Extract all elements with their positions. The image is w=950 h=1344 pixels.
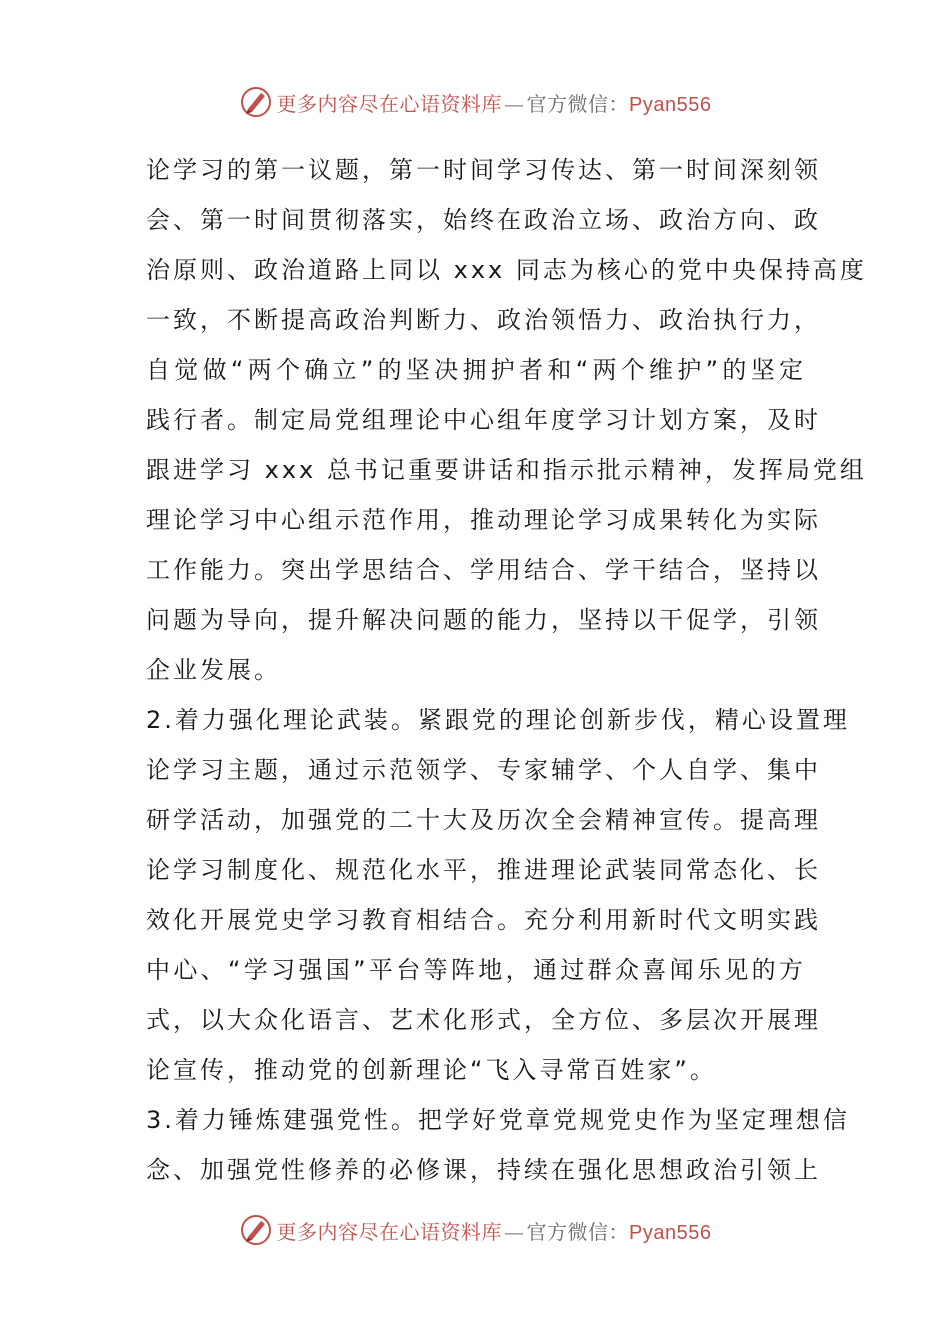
text-line-content: 问题为导向，提升解决问题的能力，坚持以干促学，引领 <box>146 606 821 634</box>
text-line-content: 式，以大众化语言、艺术化形式，全方位、多层次开展理 <box>146 1006 821 1034</box>
banner-official-label: 官方微信： <box>526 1219 630 1244</box>
text-line <box>146 395 821 445</box>
text-line <box>146 345 806 395</box>
text-line-content: 中心、“学习强国”平台等阵地，通过群众喜闻乐见的方 <box>146 956 806 984</box>
banner-separator: — <box>504 1219 525 1244</box>
text-line <box>146 695 850 745</box>
banner-wechat-id: Pyan556 <box>629 1221 712 1244</box>
text-line <box>146 145 821 195</box>
banner-main-text: 更多内容尽在心语资料库 <box>276 91 503 116</box>
text-line <box>146 1045 806 1095</box>
text-line-content: 研学活动，加强党的二十大及历次全会精神宣传。提高理 <box>146 806 821 834</box>
text-line <box>146 195 821 245</box>
text-line <box>146 295 821 345</box>
text-line <box>146 495 821 545</box>
pen-logo-icon <box>239 85 273 119</box>
banner-text <box>277 88 712 117</box>
banner-main-text: 更多内容尽在心语资料库 <box>276 1219 503 1244</box>
banner-wechat-id: Pyan556 <box>629 93 712 116</box>
text-line-content: 论宣传，推动党的创新理论“飞入寻常百姓家”。 <box>146 1056 717 1084</box>
text-line-content: 企业发展。 <box>146 656 281 684</box>
text-line <box>146 945 806 995</box>
text-line-content: 论学习主题，通过示范领学、专家辅学、个人自学、集中 <box>146 756 821 784</box>
text-line-content: 理论学习中心组示范作用，推动理论学习成果转化为实际 <box>146 506 821 534</box>
text-line-content: 论学习制度化、规范化水平，推进理论武装同常态化、长 <box>146 856 821 884</box>
text-line <box>146 645 806 695</box>
text-line <box>146 995 821 1045</box>
document-body <box>146 145 867 1195</box>
text-line-content: 跟进学习 xxx 总书记重要讲话和指示批示精神，发挥局党组 <box>146 456 867 484</box>
text-line-content: 会、第一时间贯彻落实，始终在政治立场、政治方向、政 <box>146 206 821 234</box>
banner-separator: — <box>504 91 525 116</box>
text-line <box>146 595 821 645</box>
text-line <box>146 845 821 895</box>
text-line <box>146 1095 850 1145</box>
text-line-content: 效化开展党史学习教育相结合。充分利用新时代文明实践 <box>146 906 821 934</box>
footer-banner <box>0 1208 950 1252</box>
text-line <box>146 895 821 945</box>
text-line-content: 论学习的第一议题，第一时间学习传达、第一时间深刻领 <box>146 156 821 184</box>
text-line-content: 一致，不断提高政治判断力、政治领悟力、政治执行力， <box>146 306 821 334</box>
text-line <box>146 745 821 795</box>
text-line-content: 3.着力锤炼建强党性。把学好党章党规党史作为坚定理想信 <box>146 1106 850 1134</box>
text-line <box>146 1145 821 1195</box>
text-line-content: 2.着力强化理论武装。紧跟党的理论创新步伐，精心设置理 <box>146 706 850 734</box>
text-line <box>146 245 867 295</box>
text-line-content: 念、加强党性修养的必修课，持续在强化思想政治引领上 <box>146 1156 821 1184</box>
text-line-content: 工作能力。突出学思结合、学用结合、学干结合，坚持以 <box>146 556 821 584</box>
text-line-content: 自觉做“两个确立”的坚决拥护者和“两个维护”的坚定 <box>146 356 806 384</box>
banner-official-label: 官方微信： <box>526 91 630 116</box>
text-line <box>146 445 867 495</box>
text-line <box>146 545 821 595</box>
banner-text <box>277 1216 712 1245</box>
text-line-content: 治原则、政治道路上同以 xxx 同志为核心的党中央保持高度 <box>146 256 867 284</box>
header-banner <box>0 80 950 124</box>
pen-logo-icon <box>239 1213 273 1247</box>
text-line <box>146 795 821 845</box>
text-line-content: 践行者。制定局党组理论中心组年度学习计划方案，及时 <box>146 406 821 434</box>
